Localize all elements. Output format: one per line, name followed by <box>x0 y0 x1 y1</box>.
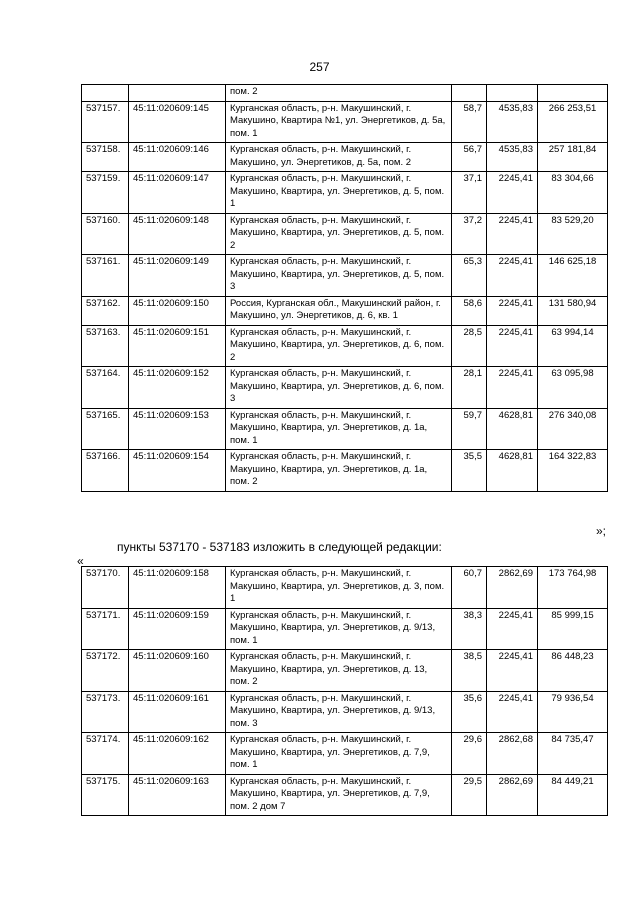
table-row <box>82 296 608 325</box>
area-cell: 58,6 <box>452 296 487 325</box>
address-cell: Курганская область, р-н. Макушинский, г. Макушино, Квартира, ул. Энергетиков, д. 5, пом. 1 <box>226 172 452 214</box>
address-cell: Курганская область, р-н. Макушинский, г. Макушино, Квартира, ул. Энергетиков, д. 3, пом. 1 <box>226 567 452 609</box>
row-number: 537162. <box>82 296 129 325</box>
table-row <box>82 691 608 733</box>
cadastral-number: 45:11:020609:154 <box>129 450 226 492</box>
address-cell: Курганская область, р-н. Макушинский, г. Макушино, Квартира, ул. Энергетиков, д. 6, пом. 2 <box>226 325 452 367</box>
address-cell: Курганская область, р-н. Макушинский, г. Макушино, Квартира, ул. Энергетиков, д. 5, пом. 3 <box>226 255 452 297</box>
cadastral-cost-cell: 84 735,47 <box>538 733 608 775</box>
closing-quote: »; <box>595 524 606 538</box>
table-row <box>82 143 608 172</box>
row-number: 537170. <box>82 567 129 609</box>
area-cell: 37,1 <box>452 172 487 214</box>
row-number: 537175. <box>82 774 129 816</box>
cadastral-cost-cell: 63 994,14 <box>538 325 608 367</box>
address-cell: Курганская область, р-н. Макушинский, г. Макушино, Квартира, ул. Энергетиков, д. 9/13, пом. 1 <box>226 608 452 650</box>
price-per-sqm-cell: 4535,83 <box>487 101 538 143</box>
price-per-sqm-cell: 2862,69 <box>487 774 538 816</box>
area-cell: 29,5 <box>452 774 487 816</box>
registry-table-1 <box>81 84 608 492</box>
table-row <box>82 608 608 650</box>
cadastral-number: 45:11:020609:150 <box>129 296 226 325</box>
table-row <box>82 650 608 692</box>
row-number: 537166. <box>82 450 129 492</box>
cadastral-cost-cell: 83 529,20 <box>538 213 608 255</box>
cadastral-cost-cell: 63 095,98 <box>538 367 608 409</box>
row-number: 537164. <box>82 367 129 409</box>
area-cell: 35,6 <box>452 691 487 733</box>
price-per-sqm-cell: 2862,68 <box>487 733 538 775</box>
row-number: 537163. <box>82 325 129 367</box>
row-number: 537158. <box>82 143 129 172</box>
cadastral-number: 45:11:020609:158 <box>129 567 226 609</box>
area-cell: 38,5 <box>452 650 487 692</box>
cadastral-number: 45:11:020609:153 <box>129 408 226 450</box>
price-per-sqm-cell: 4535,83 <box>487 143 538 172</box>
cadastral-cost-cell: 146 625,18 <box>538 255 608 297</box>
registry-table-2 <box>81 566 608 816</box>
address-cell: Курганская область, р-н. Макушинский, г. Макушино, ул. Энергетиков, д. 5а, пом. 2 <box>226 143 452 172</box>
row-number: 537172. <box>82 650 129 692</box>
area-cell: 38,3 <box>452 608 487 650</box>
cadastral-cost-cell: 131 580,94 <box>538 296 608 325</box>
address-cell: Курганская область, р-н. Макушинский, г. Макушино, Квартира, ул. Энергетиков, д. 7,9, пом. 1 <box>226 733 452 775</box>
cadastral-number: 45:11:020609:151 <box>129 325 226 367</box>
row-number: 537165. <box>82 408 129 450</box>
area-cell: 35,5 <box>452 450 487 492</box>
area-cell: 28,5 <box>452 325 487 367</box>
cadastral-number: 45:11:020609:149 <box>129 255 226 297</box>
address-cell: Курганская область, р-н. Макушинский, г. Макушино, Квартира, ул. Энергетиков, д. 6, пом. 3 <box>226 367 452 409</box>
table-row <box>82 567 608 609</box>
row-number: 537173. <box>82 691 129 733</box>
cadastral-number: 45:11:020609:148 <box>129 213 226 255</box>
row-number: 537171. <box>82 608 129 650</box>
price-per-sqm-cell: 2245,41 <box>487 367 538 409</box>
table-row <box>82 733 608 775</box>
address-cell: пом. 2 <box>226 85 452 102</box>
row-number: 537160. <box>82 213 129 255</box>
cadastral-cost-cell: 164 322,83 <box>538 450 608 492</box>
table-row <box>82 172 608 214</box>
cadastral-cost-cell: 266 253,51 <box>538 101 608 143</box>
price-per-sqm-cell: 4628,81 <box>487 450 538 492</box>
price-per-sqm-cell: 2245,41 <box>487 172 538 214</box>
cadastral-number: 45:11:020609:161 <box>129 691 226 733</box>
cadastral-number: 45:11:020609:159 <box>129 608 226 650</box>
price-per-sqm-cell: 2245,41 <box>487 691 538 733</box>
price-per-sqm-cell: 4628,81 <box>487 408 538 450</box>
address-cell: Курганская область, р-н. Макушинский, г. Макушино, Квартира, ул. Энергетиков, д. 1а, пом. 1 <box>226 408 452 450</box>
area-cell <box>452 85 487 102</box>
area-cell: 60,7 <box>452 567 487 609</box>
area-cell: 65,3 <box>452 255 487 297</box>
table-row <box>82 101 608 143</box>
table-row <box>82 367 608 409</box>
cadastral-cost-cell: 173 764,98 <box>538 567 608 609</box>
area-cell: 56,7 <box>452 143 487 172</box>
cadastral-cost-cell: 83 304,66 <box>538 172 608 214</box>
cadastral-number: 45:11:020609:147 <box>129 172 226 214</box>
table-row <box>82 325 608 367</box>
cadastral-cost-cell: 276 340,08 <box>538 408 608 450</box>
price-per-sqm-cell: 2245,41 <box>487 325 538 367</box>
price-per-sqm-cell: 2245,41 <box>487 650 538 692</box>
row-number: 537174. <box>82 733 129 775</box>
area-cell: 29,6 <box>452 733 487 775</box>
row-number: 537161. <box>82 255 129 297</box>
price-per-sqm-cell: 2245,41 <box>487 296 538 325</box>
cadastral-number: 45:11:020609:163 <box>129 774 226 816</box>
table-row <box>82 408 608 450</box>
price-per-sqm-cell: 2245,41 <box>487 213 538 255</box>
cadastral-cost-cell: 84 449,21 <box>538 774 608 816</box>
cadastral-cost-cell: 86 448,23 <box>538 650 608 692</box>
price-per-sqm-cell <box>487 85 538 102</box>
price-per-sqm-cell: 2245,41 <box>487 608 538 650</box>
cadastral-number: 45:11:020609:162 <box>129 733 226 775</box>
cadastral-cost-cell: 79 936,54 <box>538 691 608 733</box>
address-cell: Курганская область, р-н. Макушинский, г. Макушино, Квартира, ул. Энергетиков, д. 5, пом. 2 <box>226 213 452 255</box>
page-number: 257 <box>309 60 330 74</box>
area-cell: 58,7 <box>452 101 487 143</box>
cadastral-cost-cell <box>538 85 608 102</box>
table-row <box>82 450 608 492</box>
amendment-instruction: пункты 537170 - 537183 изложить в следующей редакции: <box>117 540 442 554</box>
cadastral-number: 45:11:020609:152 <box>129 367 226 409</box>
table-row <box>82 213 608 255</box>
address-cell: Курганская область, р-н. Макушинский, г. Макушино, Квартира, ул. Энергетиков, д. 1а, пом. 2 <box>226 450 452 492</box>
row-number: 537159. <box>82 172 129 214</box>
row-number <box>82 85 129 102</box>
address-cell: Россия, Курганская обл., Макушинский район, г. Макушино, ул. Энергетиков, д. 6, кв. 1 <box>226 296 452 325</box>
address-cell: Курганская область, р-н. Макушинский, г. Макушино, Квартира №1, ул. Энергетиков, д. 5а, пом. 1 <box>226 101 452 143</box>
price-per-sqm-cell: 2862,69 <box>487 567 538 609</box>
table-row <box>82 85 608 102</box>
cadastral-number: 45:11:020609:160 <box>129 650 226 692</box>
area-cell: 28,1 <box>452 367 487 409</box>
table-row <box>82 255 608 297</box>
cadastral-cost-cell: 85 999,15 <box>538 608 608 650</box>
address-cell: Курганская область, р-н. Макушинский, г. Макушино, Квартира, ул. Энергетиков, д. 7,9, пом. 2 дом 7 <box>226 774 452 816</box>
cadastral-number: 45:11:020609:146 <box>129 143 226 172</box>
opening-quote: « <box>77 554 84 568</box>
address-cell: Курганская область, р-н. Макушинский, г. Макушино, Квартира, ул. Энергетиков, д. 9/13, пом. 3 <box>226 691 452 733</box>
cadastral-number <box>129 85 226 102</box>
price-per-sqm-cell: 2245,41 <box>487 255 538 297</box>
area-cell: 59,7 <box>452 408 487 450</box>
cadastral-number: 45:11:020609:145 <box>129 101 226 143</box>
cadastral-cost-cell: 257 181,84 <box>538 143 608 172</box>
table-row <box>82 774 608 816</box>
row-number: 537157. <box>82 101 129 143</box>
area-cell: 37,2 <box>452 213 487 255</box>
address-cell: Курганская область, р-н. Макушинский, г. Макушино, Квартира, ул. Энергетиков, д. 13, пом. 2 <box>226 650 452 692</box>
